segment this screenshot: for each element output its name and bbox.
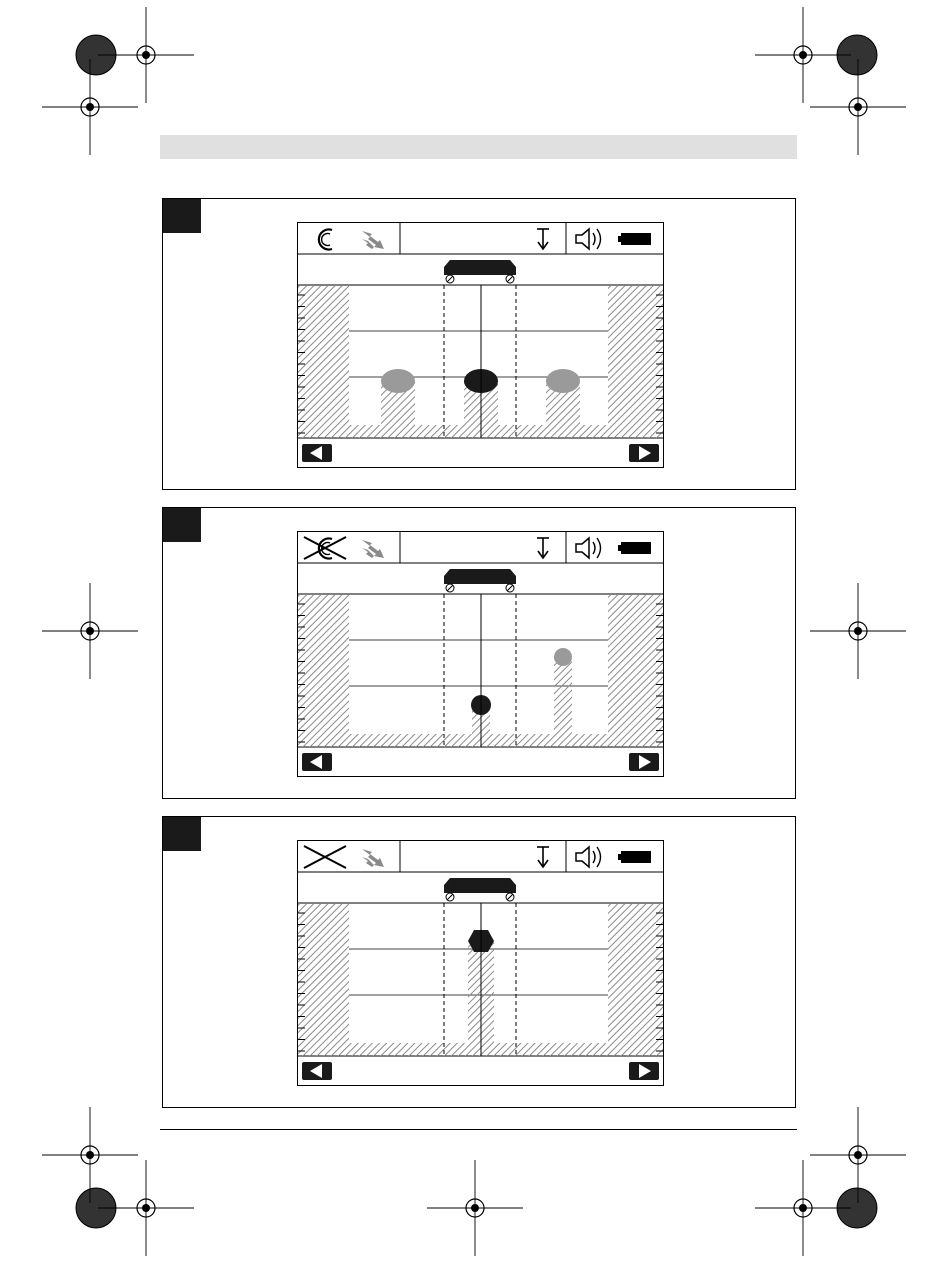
crosshair-mark xyxy=(810,59,906,155)
hatched-wall-left xyxy=(298,904,349,1056)
hatched-floor xyxy=(349,734,608,747)
hatched-floor xyxy=(349,1043,608,1056)
sensor-head-icon xyxy=(444,260,516,283)
crosshair-mark xyxy=(98,1160,194,1256)
arrow-right-icon xyxy=(629,444,659,462)
crosshair-mark xyxy=(42,583,138,679)
battery-icon xyxy=(618,233,651,245)
depth-arrow-icon xyxy=(537,847,549,867)
arrow-right-icon xyxy=(629,1062,659,1080)
crosshair-mark xyxy=(810,1107,906,1203)
detected-object xyxy=(381,369,415,425)
hatched-wall-right xyxy=(608,904,663,1056)
magnet-icon xyxy=(319,230,332,250)
hatched-wall-left xyxy=(298,595,349,747)
speaker-icon xyxy=(576,847,601,867)
ac-voltage-icon xyxy=(362,849,384,867)
display-graphic xyxy=(298,223,663,467)
crosshair-mark xyxy=(98,7,194,103)
figure-tab xyxy=(163,817,201,851)
arrow-right-icon xyxy=(629,753,659,771)
detector-display xyxy=(297,840,664,1086)
cross-icon xyxy=(304,846,346,868)
depth-arrow-icon xyxy=(537,229,549,249)
arrow-left-icon xyxy=(302,444,332,462)
hatched-wall-left xyxy=(298,286,349,438)
hatched-floor xyxy=(349,425,608,438)
speaker-icon xyxy=(576,229,601,249)
magnet-crossed-icon xyxy=(304,537,346,559)
crosshair-mark xyxy=(427,1160,523,1256)
battery-icon xyxy=(618,542,651,554)
starburst-mark-top-left xyxy=(76,35,116,75)
starburst-mark-bottom-left xyxy=(76,1188,116,1228)
arrow-left-icon xyxy=(302,753,332,771)
crosshair-mark xyxy=(810,583,906,679)
hatched-wall-right xyxy=(608,595,663,747)
hatched-wall-right xyxy=(608,286,663,438)
crosshair-mark xyxy=(42,1107,138,1203)
starburst-mark-bottom-right xyxy=(837,1188,877,1228)
footer-rule xyxy=(160,1129,797,1130)
figure-panel-2 xyxy=(162,507,796,799)
figure-tab xyxy=(163,199,201,233)
display-graphic xyxy=(298,841,663,1085)
ac-voltage-icon xyxy=(362,540,384,558)
figure-panel-3 xyxy=(162,816,796,1108)
battery-icon xyxy=(618,851,651,863)
detected-object xyxy=(554,648,572,734)
crosshair-mark xyxy=(755,7,851,103)
crosshair-mark xyxy=(42,59,138,155)
detector-display xyxy=(297,531,664,777)
detected-object xyxy=(546,369,580,425)
crosshair-mark xyxy=(755,1160,851,1256)
display-graphic xyxy=(298,532,663,776)
starburst-mark-top-right xyxy=(837,35,877,75)
figure-panel-1 xyxy=(162,198,796,490)
sensor-head-icon xyxy=(444,569,516,592)
sensor-head-icon xyxy=(444,878,516,901)
ac-voltage-icon xyxy=(362,231,384,249)
arrow-left-icon xyxy=(302,1062,332,1080)
header-band xyxy=(160,135,797,159)
depth-arrow-icon xyxy=(537,538,549,558)
figure-tab xyxy=(163,508,201,542)
speaker-icon xyxy=(576,538,601,558)
detector-display xyxy=(297,222,664,468)
